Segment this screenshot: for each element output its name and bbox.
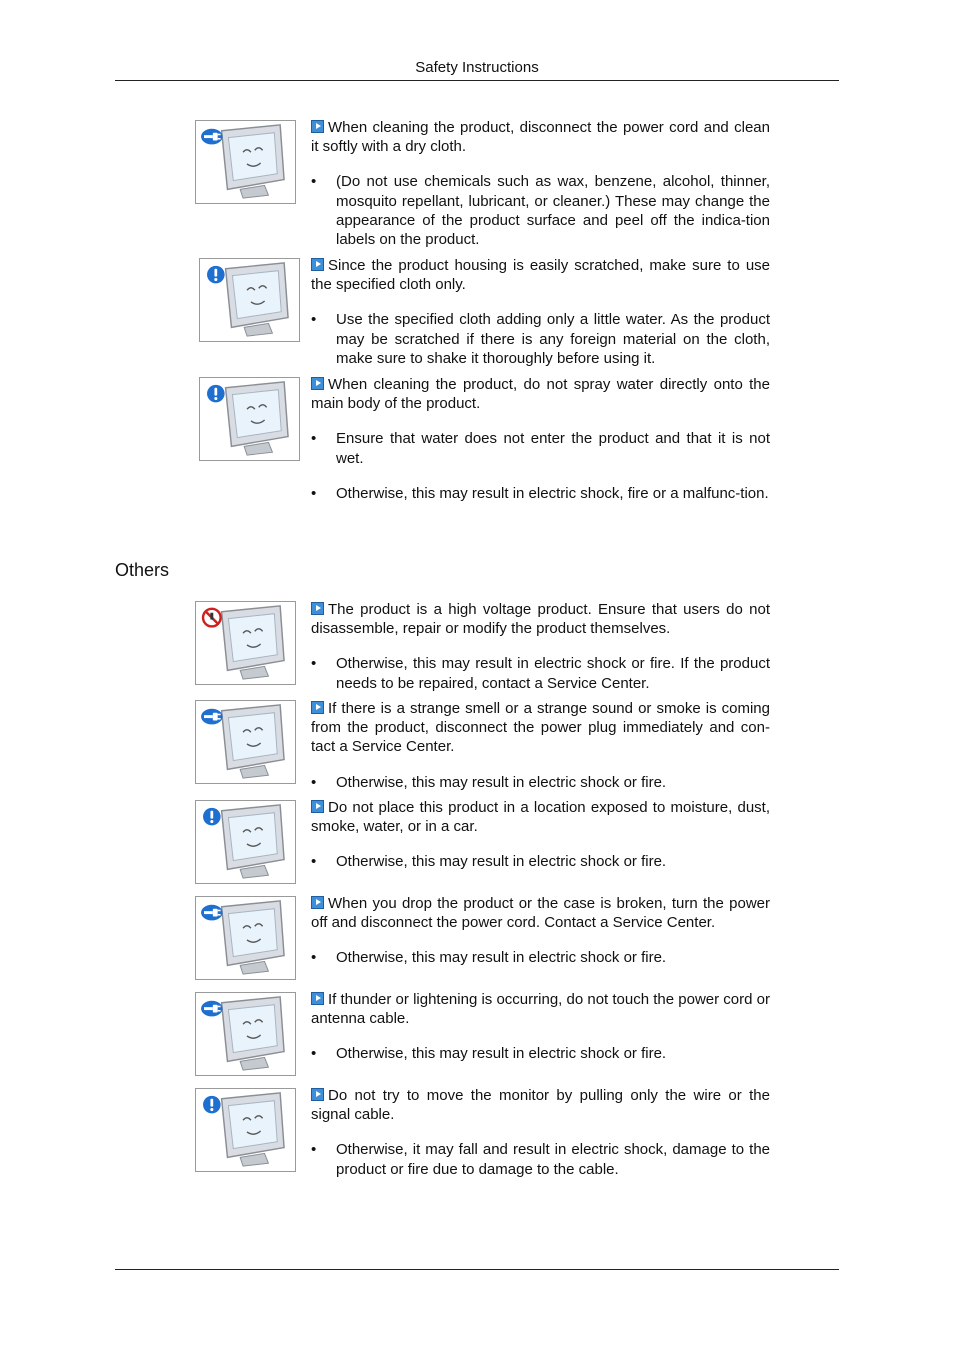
play-arrow-icon [311,896,324,909]
unplug-icon [196,897,295,979]
unplug-icon [196,701,295,783]
instruction-bullets [311,852,770,871]
play-arrow-icon [311,800,324,813]
instruction-lead-text: Since the product housing is easily scratched, make sure to use the specified cloth only. [311,257,770,294]
header-rule [115,80,839,81]
bullet-item: • Otherwise, it may fall and result in electric shock, damage to the product or fire due to damage to the cable. [311,1140,770,1178]
page-header-title: Safety Instructions [415,59,539,76]
caution-icon [200,378,299,460]
safety-illustration [195,992,296,1076]
bullet-item: • Otherwise, this may result in electric shock or fire. [311,852,770,871]
play-arrow-icon [311,602,324,615]
bullet-item: • Otherwise, this may result in electric shock or fire. If the product needs to be repaired, contact a Service Center. [311,654,770,692]
instruction-lead-text: The product is a high voltage product. Ensure that users do not disassemble, repair or modify the product themselves. [311,601,770,638]
instruction-lead-text: If thunder or lightening is occurring, do not touch the power cord or antenna cable. [311,991,770,1028]
bullet-item: • Otherwise, this may result in electric shock or fire. [311,1044,770,1063]
instruction-text [311,990,770,1064]
instruction-text [311,375,770,503]
section-heading-others: Others [115,560,170,580]
safety-illustration [195,1088,296,1172]
instruction-bullets [311,310,770,368]
instruction-lead [311,256,770,294]
instruction-bullets [311,948,770,967]
instruction-text [311,118,770,249]
safety-illustration [195,120,296,204]
play-arrow-icon [311,377,324,390]
unplug-icon [196,993,295,1075]
instruction-text [311,798,770,872]
play-arrow-icon [311,258,324,271]
caution-icon [196,1089,295,1171]
bullet-item: • (Do not use chemicals such as wax, benzene, alcohol, thinner, mosquito repellant, lubricant, or cleaner.) These may change the appearance of the product surface and peel off the indica-tion labels on the product. [311,172,770,249]
instruction-lead-text: When you drop the product or the case is broken, turn the power off and disconnect the power cord. Contact a Service Center. [311,895,770,932]
instruction-lead [311,1086,770,1124]
play-arrow-icon [311,120,324,133]
bullet-item: • Ensure that water does not enter the product and that it is not wet. [311,429,770,467]
safety-illustration [195,896,296,980]
instruction-text [311,1086,770,1179]
instruction-bullets [311,172,770,249]
instruction-lead-text: Do not place this product in a location exposed to moisture, dust, smoke, water, or in a car. [311,799,770,836]
instruction-text [311,256,770,368]
instruction-lead [311,699,770,757]
instruction-bullets [311,1140,770,1178]
instruction-lead [311,798,770,836]
instruction-text [311,699,770,792]
safety-illustration [195,800,296,884]
instruction-bullets [311,654,770,692]
unplug-icon [196,121,295,203]
caution-icon [196,801,295,883]
instruction-lead-text: If there is a strange smell or a strange sound or smoke is coming from the product, disconnect the power plug immediately and con-tact a Service Center. [311,700,770,756]
caution-icon [200,259,299,341]
instruction-bullets [311,1044,770,1063]
bullet-item: • Otherwise, this may result in electric shock or fire. [311,773,770,792]
instruction-lead-text: Do not try to move the monitor by pulling only the wire or the signal cable. [311,1087,770,1124]
instruction-lead-text: When cleaning the product, disconnect the power cord and clean it softly with a dry cloth. [311,119,770,156]
play-arrow-icon [311,1088,324,1101]
play-arrow-icon [311,992,324,1005]
instruction-lead [311,894,770,932]
instruction-lead [311,600,770,638]
safety-illustration [195,700,296,784]
prohibited-icon [196,602,295,684]
footer-rule [115,1269,839,1270]
bullet-item: • Otherwise, this may result in electric shock, fire or a malfunc-tion. [311,484,770,503]
bullet-item: • Otherwise, this may result in electric shock or fire. [311,948,770,967]
safety-illustration [199,258,300,342]
instruction-lead-text: When cleaning the product, do not spray water directly onto the main body of the product. [311,376,770,413]
safety-illustration [199,377,300,461]
instruction-lead [311,990,770,1028]
instruction-text [311,894,770,968]
instruction-lead [311,118,770,156]
instruction-bullets [311,429,770,503]
instruction-bullets [311,773,770,792]
instruction-lead [311,375,770,413]
bullet-item: • Use the specified cloth adding only a little water. As the product may be scratched if there is any foreign material on the cloth, make sure to shake it thoroughly before using it. [311,310,770,368]
safety-illustration [195,601,296,685]
instruction-text [311,600,770,693]
play-arrow-icon [311,701,324,714]
